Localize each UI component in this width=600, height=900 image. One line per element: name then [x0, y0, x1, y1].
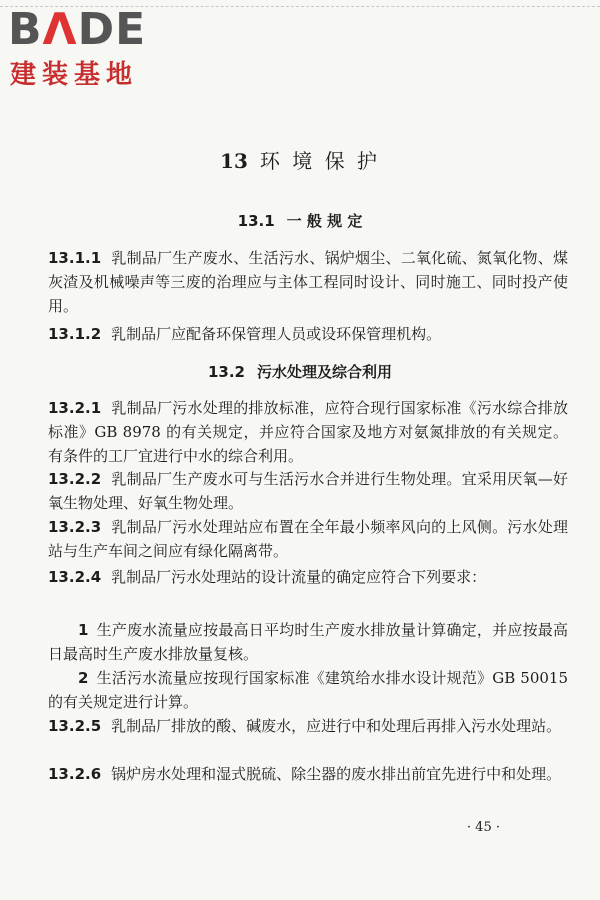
clause-number: 13.2.6 — [48, 765, 102, 783]
logo-subtitle: 建装基地 — [10, 60, 139, 90]
clause-number: 13.2.4 — [48, 568, 102, 586]
clause-13-1-1 — [48, 246, 568, 318]
clause-13-2-1 — [48, 396, 568, 468]
clause-number: 13.1.2 — [48, 325, 102, 343]
clause-text: 乳制品厂污水处理的排放标准，应符合现行国家标准《污水综合排放标准》GB 8978 的有关规定，并应符合国家及地方对氨氮排放的有关规定。有条件的工厂宜进行中水的综合利用。 — [48, 399, 568, 465]
clause-text: 乳制品厂排放的酸、碱废水，应进行中和处理后再排入污水处理站。 — [111, 717, 562, 735]
clause-number: 13.1.1 — [48, 249, 102, 267]
logo-wordmark — [8, 4, 146, 55]
clause-13-2-4-item-2 — [48, 666, 568, 714]
clause-text: 锅炉房水处理和湿式脱硫、除尘器的废水排出前宜先进行中和处理。 — [111, 765, 562, 783]
clause-text: 乳制品厂应配备环保管理人员或设环保管理机构。 — [111, 325, 442, 343]
clause-number: 13.2.3 — [48, 518, 102, 536]
section-title-text: 一 般 规 定 — [286, 212, 363, 230]
item-text: 生产废水流量应按最高日平均时生产废水排放量计算确定，并应按最高日最高时生产废水排放量复核。 — [48, 621, 568, 663]
section-title-13-2 — [0, 361, 600, 382]
item-number: 1 — [78, 621, 89, 639]
page-number: · 45 · — [466, 820, 500, 835]
section-number: 13.1 — [237, 212, 275, 230]
section-number: 13.2 — [207, 363, 245, 381]
logo-letters-de: DE — [77, 4, 147, 55]
clause-number: 13.2.2 — [48, 470, 102, 488]
clause-13-2-3 — [48, 515, 568, 563]
item-number: 2 — [78, 669, 89, 687]
clause-text: 乳制品厂污水处理站的设计流量的确定应符合下列要求： — [111, 568, 487, 586]
clause-number: 13.2.1 — [48, 399, 102, 417]
bade-logo — [8, 4, 178, 90]
clause-13-2-2 — [48, 467, 568, 515]
clause-13-2-6 — [48, 762, 568, 786]
chapter-number: 13 — [220, 149, 248, 173]
clause-number: 13.2.5 — [48, 717, 102, 735]
logo-letter-a: Λ — [42, 4, 78, 55]
section-title-13-1 — [0, 210, 600, 231]
clause-text: 乳制品厂生产废水可与生活污水合并进行生物处理。宜采用厌氧—好氧生物处理、好氧生物处理。 — [48, 470, 568, 512]
clause-13-2-5 — [48, 714, 568, 738]
item-text: 生活污水流量应按现行国家标准《建筑给水排水设计规范》GB 50015 的有关规定进行计算。 — [48, 669, 568, 711]
clause-text: 乳制品厂生产废水、生活污水、锅炉烟尘、二氧化硫、氮氧化物、煤灰渣及机械噪声等三废的治理应与主体工程同时设计、同时施工、同时投产使用。 — [48, 249, 568, 315]
logo-letter-b: B — [8, 4, 43, 55]
clause-13-1-2 — [48, 322, 568, 346]
clause-text: 乳制品厂污水处理站应布置在全年最小频率风向的上风侧。污水处理站与生产车间之间应有绿化隔离带。 — [48, 518, 568, 560]
section-title-text: 污水处理及综合利用 — [257, 363, 393, 381]
clause-13-2-4 — [48, 565, 568, 589]
chapter-title — [0, 145, 600, 174]
chapter-title-text: 环 境 保 护 — [259, 149, 380, 173]
clause-13-2-4-item-1 — [48, 618, 568, 666]
